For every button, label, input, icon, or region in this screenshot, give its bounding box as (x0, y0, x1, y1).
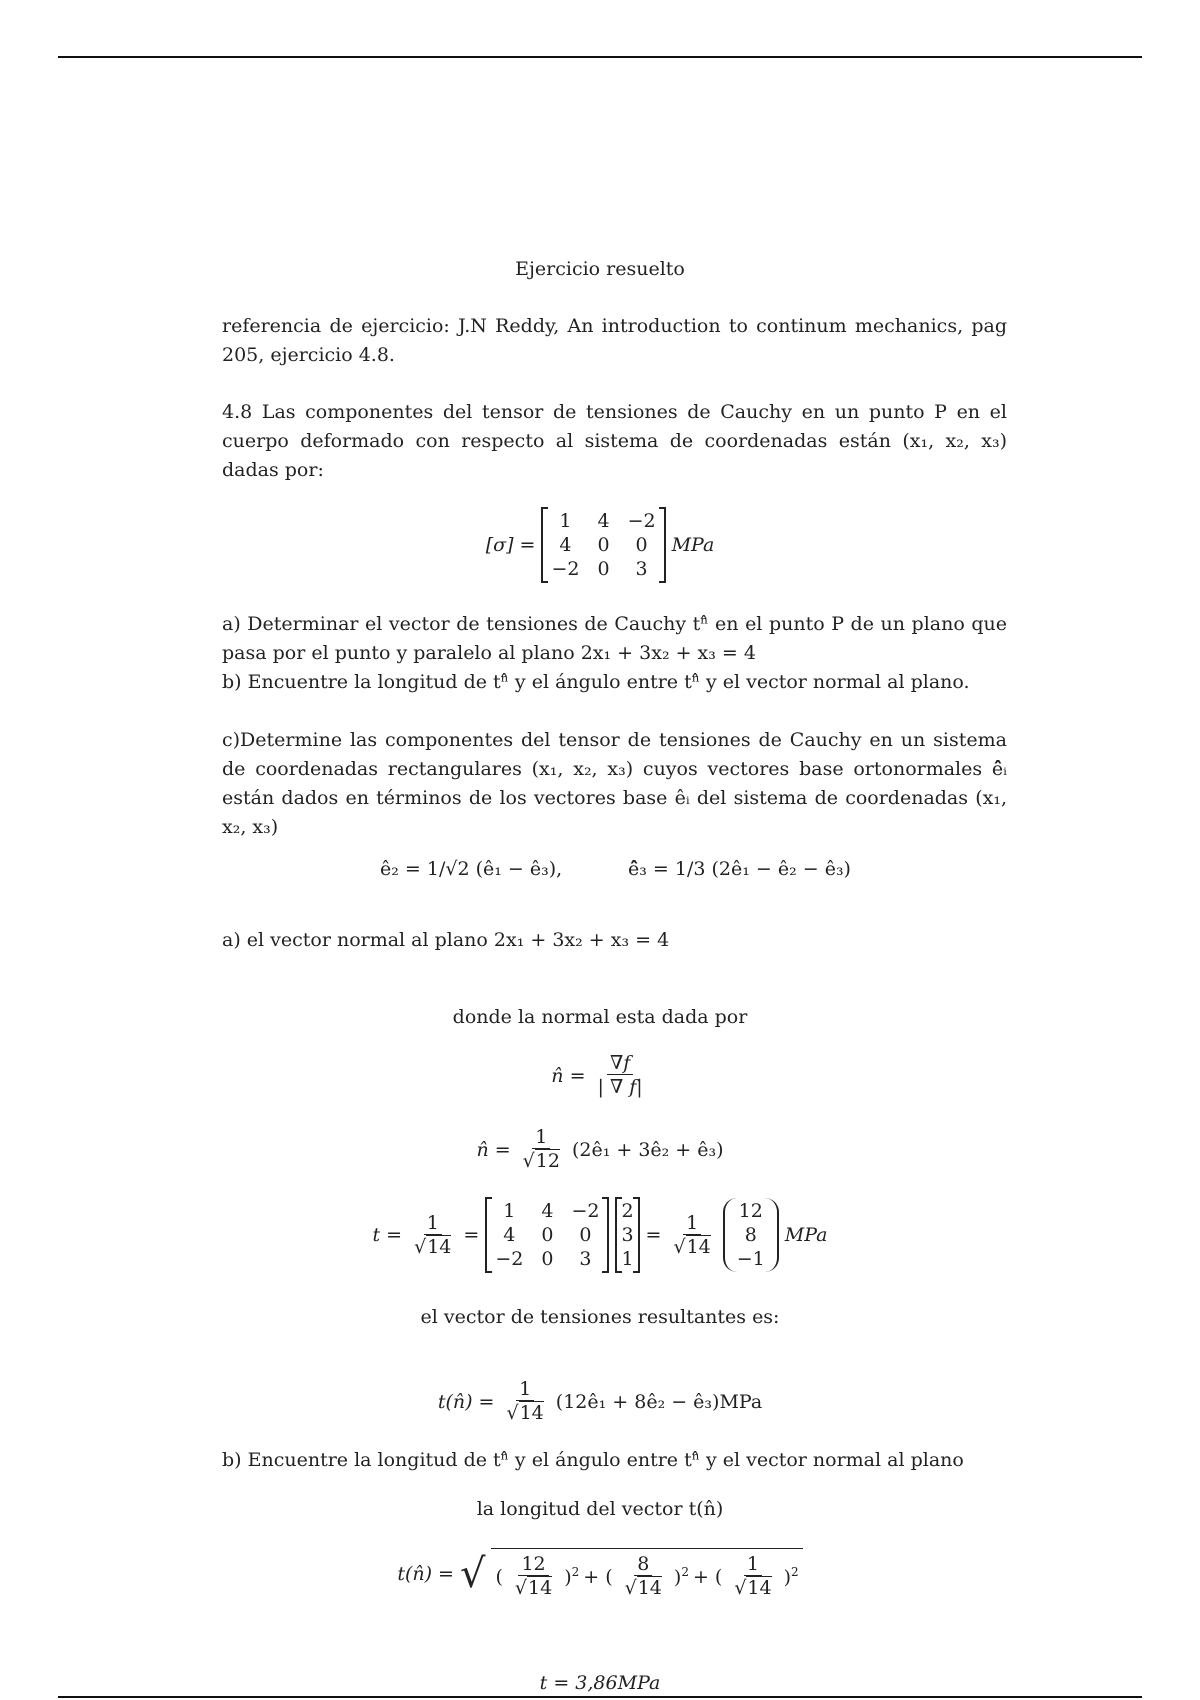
normal-given-text: donde la normal esta dada por (452, 1006, 748, 1028)
t-sigma-matrix (485, 1198, 609, 1272)
t-matrix-cell-7: 0 (541, 1248, 554, 1270)
part-a-text: a) Determinar el vector de tensiones de Cauchy tⁿ̂ en el punto P de un plano que pasa por el punto y paralelo al plano 2x₁ + 3x₂ + x₃ = 4 (222, 613, 1007, 664)
t-matrix-cell-3: 4 (503, 1224, 516, 1246)
t-result-den: 14 (519, 1402, 544, 1424)
t-result-equation (0, 1378, 1200, 1425)
sigma-cell-0: 1 (559, 510, 572, 532)
top-rule (58, 56, 1142, 58)
sigma-cell-1: 4 (597, 510, 610, 532)
t-result-cell-1: 8 (744, 1224, 757, 1246)
length-equation: t(n̂) = √ ( $\frac{12}{√14}$ )$^2$ + ( $\frac{8}{√14}$ )$^2$ + ( $\frac{1}{√14}$ )$^2$ (0, 1548, 1200, 1600)
t-equation: t = $\frac{1}{√14}$ = 1 4 −2 4 0 0 −2 0 3 2 3 1 = $\frac{1}{√14}$ 12 8 −1 MPa (372, 1200, 828, 1270)
reference-text: referencia de ejercicio: J.N Reddy, An introduction to continum mechanics, pag 205, ejercicio 4.8. (222, 315, 1007, 366)
gradient-den: | ∇ f| (597, 1076, 643, 1098)
t-result-num: 1 (516, 1378, 534, 1401)
sigma-cell-7: 0 (597, 558, 610, 580)
sigma-cell-2: −2 (627, 510, 656, 532)
final-result: t = 3,86MPa (539, 1672, 661, 1694)
t-result-lhs: t(n̂) = (437, 1390, 495, 1413)
basis-eq-1: ê₂ = 1/√2 (ê₁ − ê₃), (380, 858, 563, 880)
t-matrix-cell-1: 4 (541, 1200, 554, 1222)
sigma-matrix (541, 508, 665, 582)
t-vec-cell-0: 2 (621, 1200, 634, 1222)
resultant-text: el vector de tensiones resultantes es: (420, 1306, 780, 1328)
sigma-cell-8: 3 (635, 558, 648, 580)
t-matrix-cell-5: 0 (579, 1224, 592, 1246)
t-fraction: $\frac{1}{√14}$ (414, 1211, 452, 1258)
t-vec-cell-1: 3 (621, 1224, 634, 1246)
sigma-cell-4: 0 (597, 534, 610, 556)
t-result-fraction: $\frac{1}{√14}$ (506, 1378, 544, 1424)
t-normal-vector (615, 1198, 639, 1272)
length-text: la longitud del vector t(n̂) (476, 1498, 724, 1520)
t-matrix-cell-0: 1 (503, 1200, 516, 1222)
normal-result-den: 12 (535, 1150, 560, 1172)
t-num-2: 1 (683, 1212, 701, 1235)
length-terms (491, 1548, 802, 1600)
t-result-cell-2: −1 (736, 1248, 765, 1270)
part-c-text: c)Determine las componentes del tensor de tensiones de Cauchy en un sistema de coordenadas rectangulares (x₁, x₂, x₃) cuyos vectores base ortonormales ê̂ᵢ están dados en términos de los vectores base êᵢ del sistema de coordenadas (x₁, x₂, x₃) (222, 729, 1007, 838)
normal-result-num: 1 (532, 1126, 550, 1149)
sigma-cell-5: 0 (635, 534, 648, 556)
sigma-cell-3: 4 (559, 534, 572, 556)
t-result-cell-0: 12 (738, 1200, 763, 1222)
sigma-unit: MPa (671, 534, 715, 556)
t-fraction-2: $\frac{1}{√14}$ (673, 1211, 711, 1258)
part-b-text: b) Encuentre la longitud de tⁿ̂ y el ángulo entre tⁿ̂ y el vector normal al plano. (222, 671, 970, 693)
page-title: Ejercicio resuelto (515, 258, 685, 280)
bottom-rule (58, 1696, 1142, 1698)
basis-eq-2: ê̂₃ = 1/3 (2ê₁ − ê₂ − ê₃) (628, 858, 851, 880)
t-vec-cell-2: 1 (621, 1248, 634, 1270)
sigma-label: [σ] = (485, 534, 536, 556)
normal-result-lhs: n̂ = (476, 1138, 511, 1161)
normal-result-rest: (2ê₁ + 3ê₂ + ê₃) (571, 1138, 724, 1161)
sigma-cell-6: −2 (551, 558, 580, 580)
gradient-num: ∇f (607, 1052, 633, 1075)
t-den-2: 14 (686, 1235, 711, 1258)
gradient-fraction (595, 1052, 646, 1099)
length-term-0: ( $\frac{12}{√14}$ )$^2$ (495, 1553, 580, 1599)
solution-b-intro: b) Encuentre la longitud de tⁿ̂ y el ángulo entre tⁿ̂ y el vector normal al plano (222, 1449, 964, 1471)
t-unit: MPa (784, 1224, 828, 1246)
t-result-rest: (12ê₁ + 8ê₂ − ê₃)MPa (555, 1390, 763, 1413)
normal-lhs: n̂ = (551, 1064, 586, 1087)
normal-formula (0, 1052, 1200, 1099)
length-lhs: t(n̂) = (397, 1563, 454, 1585)
normal-result-fraction: $\frac{1}{√12}$ (522, 1126, 560, 1172)
t-matrix-cell-8: 3 (579, 1248, 592, 1270)
t-matrix-cell-6: −2 (495, 1248, 524, 1270)
t-den: 14 (427, 1235, 452, 1258)
t-num: 1 (424, 1212, 442, 1235)
t-matrix-cell-4: 0 (541, 1224, 554, 1246)
normal-result (0, 1126, 1200, 1173)
length-term-2: + ( $\frac{1}{√14}$ )$^2$ (692, 1553, 799, 1599)
t-lhs: t = (372, 1224, 403, 1246)
t-matrix-cell-2: −2 (571, 1200, 600, 1222)
problem-statement: 4.8 Las componentes del tensor de tensiones de Cauchy en un punto P en el cuerpo deformado con respecto al sistema de coordenadas están (x₁, x₂, x₃) dadas por: (222, 401, 1007, 481)
length-term-1: + ( $\frac{8}{√14}$ )$^2$ (583, 1553, 689, 1599)
solution-a-intro: a) el vector normal al plano 2x₁ + 3x₂ + x₃ = 4 (222, 929, 670, 951)
t-result-vector (723, 1198, 779, 1272)
sigma-equation (0, 508, 1200, 582)
